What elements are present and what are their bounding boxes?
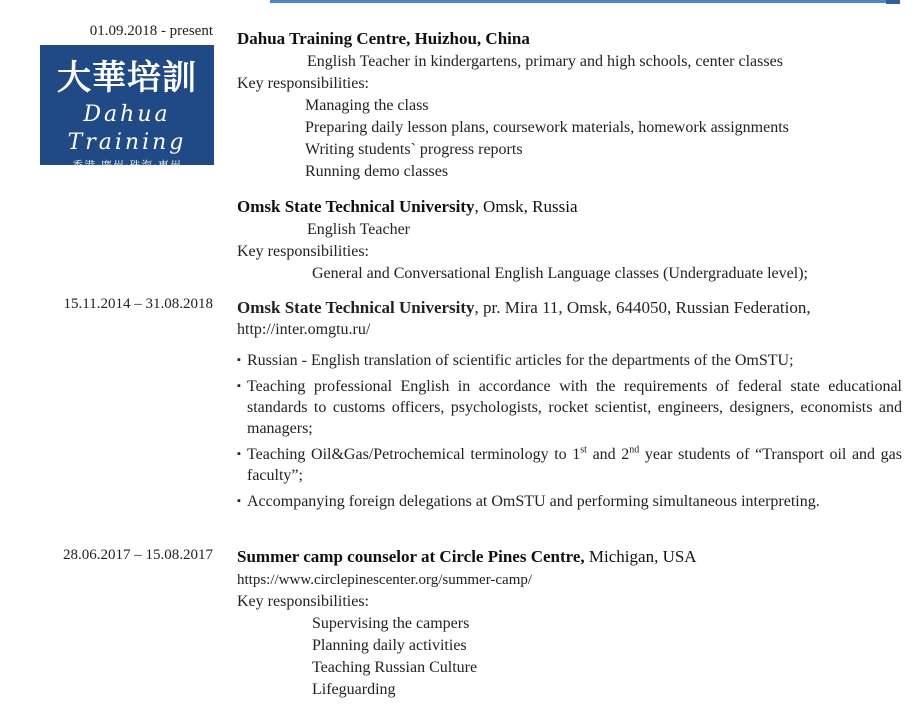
- entry-date-omstu: 15.11.2014 – 31.08.2018: [63, 296, 213, 312]
- bullet-item: ▪ Teaching professional English in accordance with the requirements of federal state educational standards to customs officers, psychologists, rocket scientist, engineers, designers, economists and managers;: [237, 376, 902, 439]
- org-name: Omsk State Technical University: [237, 298, 475, 317]
- responsibility-item: Running demo classes: [305, 163, 449, 180]
- org-title: [237, 195, 902, 219]
- logo-cities-text: 香港·廣州·珠海·惠州: [72, 159, 182, 172]
- org-address: , pr. Mira 11, Omsk, 644050, Russian Federation,: [474, 298, 811, 317]
- header-rule-end: [886, 0, 900, 4]
- org-url: https://www.circlepinescenter.org/summer-camp/: [237, 572, 533, 588]
- responsibility-item: Teaching Russian Culture: [312, 659, 478, 676]
- logo-english-text: Dahua Training: [67, 102, 187, 155]
- org-name: Omsk State Technical University: [237, 197, 475, 216]
- job-role: English Teacher: [307, 221, 410, 238]
- org-title: [237, 27, 902, 51]
- responsibility-item: Planning daily activities: [312, 637, 467, 654]
- responsibilities-label: Key responsibilities:: [237, 243, 369, 260]
- responsibility-item: Preparing daily lesson plans, coursework materials, homework assignments: [305, 119, 789, 136]
- responsibility-item: General and Conversational English Language classes (Undergraduate level);: [312, 265, 808, 282]
- org-title: [237, 545, 902, 569]
- bullet-item: ▪ Teaching Oil&Gas/Petrochemical terminology to 1st and 2nd year students of “Transport oil and gas faculty”;: [237, 444, 902, 486]
- dahua-training-logo: [40, 45, 214, 172]
- entry-omstu-translator: [237, 297, 902, 512]
- bullet-item: ▪ Accompanying foreign delegations at OmSTU and performing simultaneous interpreting.: [237, 491, 902, 512]
- org-name: Dahua Training Centre, Huizhou, China: [237, 29, 530, 48]
- org-location: , Omsk, Russia: [474, 197, 578, 216]
- logo-chinese-text: 大華培訓: [57, 58, 197, 98]
- responsibility-item: Lifeguarding: [312, 681, 396, 698]
- responsibility-item: Writing students` progress reports: [305, 141, 523, 158]
- entry-camp: [237, 545, 902, 701]
- header-rule: [270, 0, 900, 3]
- job-role: English Teacher in kindergartens, primary and high schools, center classes: [307, 53, 783, 70]
- entry-omstu-teacher: [237, 195, 902, 285]
- entry-date-dahua: 01.09.2018 - present: [89, 23, 213, 39]
- responsibilities-label: Key responsibilities:: [237, 75, 369, 92]
- responsibility-item: Managing the class: [305, 97, 429, 114]
- entry-date-camp: 28.06.2017 – 15.08.2017: [63, 547, 213, 563]
- org-url: http://inter.omgtu.ru/: [237, 321, 371, 338]
- entry-dahua: [237, 27, 902, 183]
- org-name: Summer camp counselor at Circle Pines Centre,: [237, 547, 585, 566]
- responsibilities-label: Key responsibilities:: [237, 593, 369, 610]
- org-title: [237, 297, 902, 319]
- org-location: Michigan, USA: [584, 547, 697, 566]
- bullet-item: ▪ Russian - English translation of scientific articles for the departments of the OmSTU;: [237, 350, 902, 371]
- responsibility-item: Supervising the campers: [312, 615, 470, 632]
